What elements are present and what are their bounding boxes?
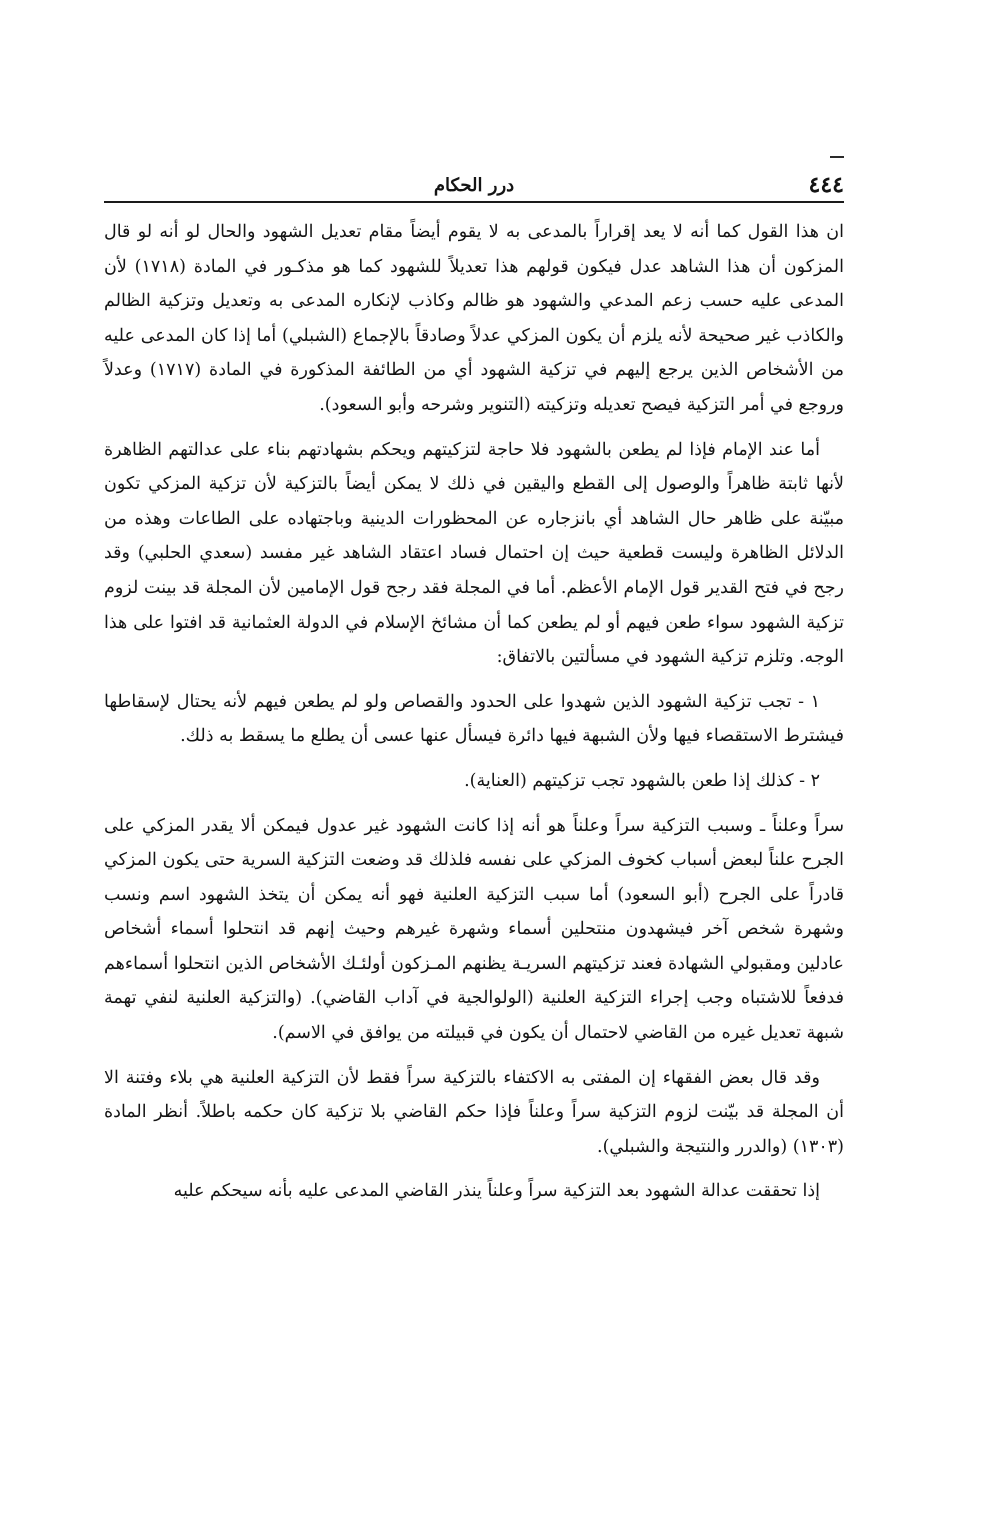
- paragraph-5: سراً وعلناً ـ وسبب التزكية سراً وعلناً هو أنه إذا كانت الشهود غير عدول فيمكن ألا يقدر المزكي على الجرح علناً لبعض أسباب كخوف المزكي على نفسه فلذلك قد وضعت التزكية السرية حتى يكون المزكي قادراً على الجرح (أبو السعود) أما سبب التزكية العلنية فهو أنه يمكن أن يتخذ الشهود اسم ونسب وشهرة شخص آخر فيشهدون منتحلين أسماء وشهرة غيرهم وحيث إنهم قد انتحلوا أسماء أشخاص عادلين ومقبولي الشهادة فعند تزكيتهم السريـة يظنهم المـزكون أولئـك الأشخاص الذين انتحلوا أسماءهم فدفعاً للاشتباه وجب إجراء التزكية العلنية (الولوالجية في آداب القاضي). (والتزكية العلنية لنفي تهمة شبهة تعديل غيره من القاضي لاحتمال أن يكون في قبيلته من يوافق في الاسم).: [104, 815, 844, 1044]
- paragraph-3: ١ - تجب تزكية الشهود الذين شهدوا على الحدود والقصاص ولو لم يطعن فيهم لأنه يحتال لإسقاطها فيشترط الاستقصاء فيها ولأن الشبهة فيها دائرة فيسأل عنها عسى أن يطلع ما يسقط به ذلك.: [104, 691, 844, 747]
- running-header: [104, 172, 844, 198]
- book-title: درر الحكام: [433, 175, 515, 196]
- paragraph-4: ٢ - كذلك إذا طعن بالشهود تجب تزكيتهم (العناية).: [464, 770, 820, 791]
- paragraph-1: ان هذا القول كما أنه لا يعد إقراراً بالمدعى به لا يقوم أيضاً مقام تعديل الشهود والحال لو أنه لو قال المزكون أن هذا الشاهد عدل فيكون قولهم هذا تعديلاً للشهود كما هو مذكـور في المادة (١٧١٨) لأن المدعى عليه حسب زعم المدعي والشهود هو ظالم وكاذب لإنكاره المدعى به وتعديل وتزكية الظالم والكاذب غير صحيحة لأنه يلزم أن يكون المزكي عدلاً وصادقاً بالإجماع (الشبلي) أما إذا كان المدعى عليه من الأشخاص الذين يرجع إليهم في تزكية الشهود أي من الطائفة المذكورة في المادة (١٧١٧) وعدلاً وروجع في أمر التزكية فيصح تعديله وتزكيته (التنوير وشرحه وأبو السعود).: [104, 222, 845, 415]
- paragraph-2: أما عند الإمام فإذا لم يطعن بالشهود فلا حاجة لتزكيتهم ويحكم بشهادتهم بناء على عدالتهم الظاهرة لأنها ثابتة ظاهراً والوصول إلى القطع واليقين في ذلك لا يمكن أيضاً بالتزكية لأن تزكية المزكي تكون مبيّنة على ظاهر حال الشاهد أي بانزجاره عن المحظورات الدينية وباجتهاده على الطاعات وهذه من الدلائل الظاهرة وليست قطعية حيث إن احتمال فساد اعتقاد الشاهد غير مفسد (سعدي الحلبي) وقد رجح في فتح القدير قول الإمام الأعظم. أما في المجلة فقد رجح قول الإمامين لأن المجلة قد بينت لزوم تزكية الشهود سواء طعن فيهم أو لم يطعن كما أن مشائخ الإسلام في الدولة العثمانية قد افتوا على هذا الوجه. وتلزم تزكية الشهود في مسألتين بالاتفاق:: [104, 439, 844, 668]
- body-text: [104, 215, 844, 1209]
- page-number: ٤٤٤: [808, 172, 844, 198]
- paragraph-7: إذا تحققت عدالة الشهود بعد التزكية سراً وعلناً ينذر القاضي المدعى عليه بأنه سيحكم عليه: [173, 1181, 820, 1202]
- header-rule: [104, 201, 844, 203]
- paragraph-6: وقد قال بعض الفقهاء إن المفتى به الاكتفاء بالتزكية سراً فقط لأن التزكية العلنية هي بلاء وفتنة الا أن المجلة قد بيّنت لزوم التزكية سراً وعلناً فإذا حكم القاضي بلا تزكية كان حكمه باطلاً. أنظر المادة (١٣٠٣) (والدرر والنتيجة والشبلي).: [104, 1067, 844, 1157]
- scan-mark: [830, 156, 844, 158]
